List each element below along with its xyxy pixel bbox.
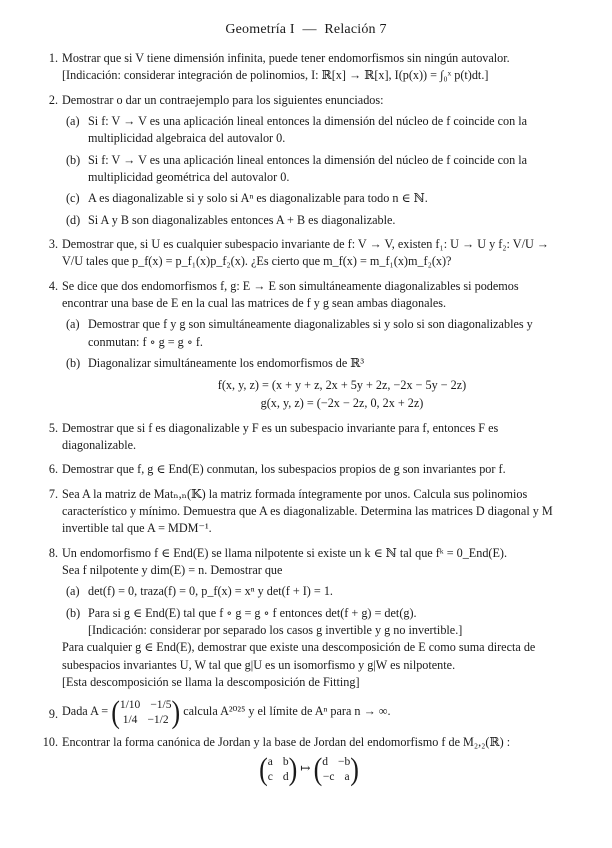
exercise-8 [38,545,556,692]
page-title [0,20,612,40]
exercise-text: Demostrar que f, g ∈ End(E) conmutan, los subespacios propios de g son invariantes por f. [62,462,506,477]
subitem-label: (b) [66,605,81,620]
exercise-text: Mostrar que si V tiene dimensión infinita, puede tener endomorfismos sin ningún autovalor. [62,51,510,65]
matrix-a [111,694,181,730]
title-sub: Relación 7 [324,22,387,37]
exercise-text: Se dice que dos endomorfismos f, g: E → E son simultáneamente diagonalizables si podemos encontrar una base de E en la cual las matrices de f y g sean ambas diagonales. [62,278,519,310]
exercise-number: 8. [48,545,58,560]
matrix-cell: a [267,756,273,769]
matrix-prefix: Dada A = [62,704,109,719]
subitem-b [62,152,556,187]
maps-to-icon: ↦ [300,761,311,776]
exercise-number: 10. [42,734,58,749]
subitem-text: Si A y B son diagonalizables entonces A + B es diagonalizable. [88,212,396,227]
matrix-cell: 1/4 [122,713,138,726]
exercise-2 [38,92,556,229]
matrix-left [259,751,298,787]
left-paren-icon: ( [313,751,323,787]
subitem-label: (a) [66,584,80,599]
matrix-cell: d [282,770,289,783]
exercise-text: Un endomorfismo f ∈ End(E) se llama nilpotente si existe un k ∈ ℕ tal que fᵏ = 0_End(E). [62,545,508,560]
subitem-a [62,113,556,148]
subitem-label: (b) [66,152,81,167]
matrix-cell: −c [322,770,335,783]
matrix-cell: −1/2 [147,713,169,726]
equation-block [128,377,556,412]
left-paren-icon: ( [111,694,120,730]
subitem-label: (c) [66,191,80,206]
exercise-hint: [Indicación: considerar integración de polinomios, I: ℝ[x] → ℝ[x], I(p(x)) = ∫₀ˣ p(t)dt.] [62,68,489,83]
subitem-b [62,605,556,640]
equation-f: f(x, y, z) = (x + y + z, 2x + 5y + 2z, −2x − 5y − 2z) [217,378,467,393]
subitem-text: det(f) = 0, traza(f) = 0, p_f(x) = xⁿ y det(f + I) = 1. [88,584,333,599]
exercise-7 [38,486,556,538]
subitem-b [62,355,556,413]
exercise-6 [38,461,556,478]
exercise-4 [38,278,556,413]
exercise-list [38,50,556,791]
matrix-suffix: calcula A²⁰²⁵ y el límite de Aⁿ para n → ∞. [183,704,391,719]
subitem-text: Diagonalizar simultáneamente los endomorfismos de ℝ³ [88,355,365,370]
subitem-text: A es diagonalizable si y solo si Aⁿ es diagonalizable para todo n ∈ ℕ. [88,191,428,206]
subitem-hint: [Indicación: considerar por separado los casos g invertible y g no invertible.] [88,622,463,637]
subitem-label: (d) [66,212,81,227]
exercise-number: 7. [48,486,58,501]
exercise-number: 4. [48,278,58,293]
exercise-10 [38,734,556,787]
right-paren-icon: ) [288,751,298,787]
subitem-a [62,316,556,351]
right-paren-icon: ) [350,751,359,787]
mapping-formula [62,751,556,787]
fitting-note: [Esta descomposición se llama la descomposición de Fitting] [62,674,360,689]
exercise-9 [38,694,556,730]
matrix-cell: a [344,770,350,783]
exercise-text-2: Sea f nilpotente y dim(E) = n. Demostrar que [62,562,283,577]
equation-g: g(x, y, z) = (−2x − 2z, 0, 2x + 2z) [260,395,424,410]
exercise-number: 5. [48,420,58,435]
exercise-number: 3. [48,236,58,251]
subitem-label: (a) [66,317,80,332]
exercise-5 [38,420,556,455]
fitting-paragraph: Para cualquier g ∈ End(E), demostrar que existe una descomposición de E como suma directa de subespacios invariantes U, W tal que g|U es un isomorfismo y g|W es nilpotente. [62,640,536,672]
exercise-1 [38,50,556,85]
matrix-cell: b [282,756,289,769]
matrix-cell: −b [338,756,351,769]
exercise-number: 9. [48,707,58,722]
subitem-text: Si f: V → V es una aplicación lineal entonces la dimensión del núcleo de f coincide con la multiplicidad geométrica del autovalor 0. [88,152,528,184]
exercise-text [62,694,556,730]
exercise-text: Encontrar la forma canónica de Jordan y la base de Jordan del endomorfismo f de M₂,₂(ℝ) : [62,734,511,749]
title-main: Geometría I [225,22,295,37]
subitem-label: (b) [66,355,81,370]
subitem-label: (a) [66,113,80,128]
subitem-text: Si f: V → V es una aplicación lineal entonces la dimensión del núcleo de f coincide con la multiplicidad algebraica del autovalor 0. [88,113,528,146]
title-separator: — [302,22,317,37]
exercise-number: 2. [48,92,58,107]
subitem-c [62,190,556,207]
left-paren-icon: ( [259,751,268,787]
exercise-text: Demostrar que si f es diagonalizable y F es un subespacio invariante para f, entonces F es diagonalizable. [62,420,499,452]
matrix-cell: 1/10 [119,699,141,712]
right-paren-icon: ) [171,694,181,730]
exercise-number: 6. [48,462,58,477]
exercise-number: 1. [48,51,58,65]
matrix-right [313,751,359,787]
subitem-d [62,212,556,229]
exercise-text: Demostrar o dar un contraejemplo para los siguientes enunciados: [62,92,384,107]
subitem-text: Demostrar que f y g son simultáneamente diagonalizables si y solo si son diagonalizables y conmutan: f ∘ g = g ∘ f. [88,317,533,349]
exercise-3 [38,236,556,271]
exercise-text: Demostrar que, si U es cualquier subespacio invariante de f: V → V, existen f₁: U → U y f₂: V/U → V/U tales que p_f(x) = p_f₁(x)p_f₂(x). ¿Es cierto que m_f(x) = m_f₁(x)m_f₂(x)? [62,236,549,269]
matrix-cell: c [267,770,273,783]
matrix-cell: −1/5 [150,699,172,712]
subitem-a [62,583,556,600]
subitem-text: Para si g ∈ End(E) tal que f ∘ g = g ∘ f entonces det(f + g) = det(g). [88,605,417,620]
matrix-cell: d [322,756,328,769]
exercise-text: Sea A la matriz de Matₙ,ₙ(𝕂) la matriz formada íntegramente por unos. Calcula sus polinomios característico y mínimo. Demuestra que A es diagonalizable. Determina las matrices D diagonal y M invertible tal que A = MDM⁻¹. [62,486,553,536]
